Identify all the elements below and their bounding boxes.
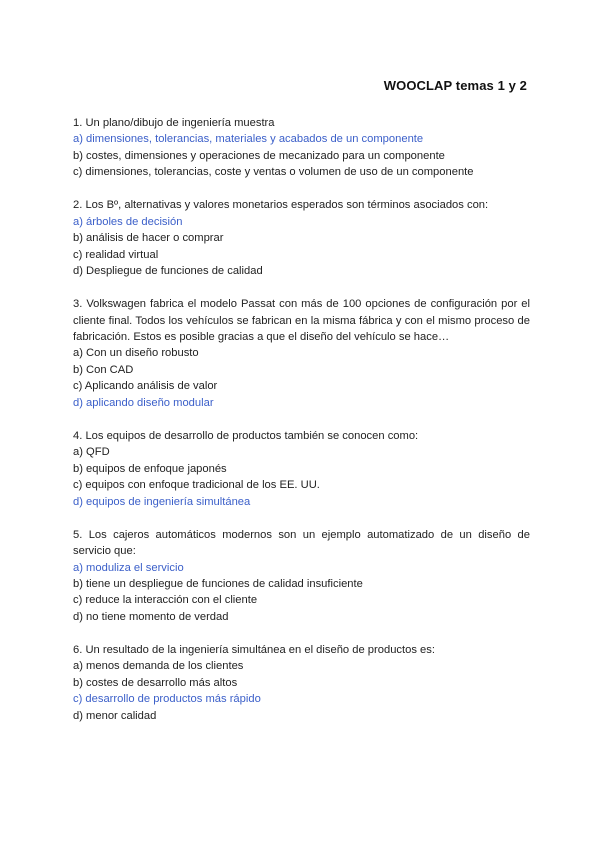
answer-option-correct: c) desarrollo de productos más rápido [73, 693, 261, 706]
answer-option: c) reduce la interacción con el cliente [73, 594, 258, 607]
answer-option-correct: d) aplicando diseño modular [73, 396, 214, 409]
answer-option: c) realidad virtual [73, 248, 159, 261]
answer-option: b) Con CAD [73, 363, 134, 376]
answer-option: b) costes de desarrollo más altos [73, 676, 238, 689]
question-block [73, 115, 530, 181]
answer-option: d) menor calidad [73, 709, 157, 722]
answer-option-correct: a) dimensiones, tolerancias, materiales y acabados de un componente [73, 133, 424, 146]
answer-option: b) tiene un despliegue de funciones de calidad insuficiente [73, 577, 363, 590]
document-title: WOOCLAP temas 1 y 2 [383, 78, 527, 93]
answer-option: d) no tiene momento de verdad [73, 610, 229, 623]
answer-option: c) dimensiones, tolerancias, coste y ventas o volumen de uso de un componente [73, 166, 474, 179]
answer-option-correct: d) equipos de ingeniería simultánea [73, 495, 251, 508]
answer-option-correct: a) árboles de decisión [73, 215, 183, 228]
question-block [73, 428, 530, 510]
question-block [73, 642, 530, 724]
answer-option: b) análisis de hacer o comprar [73, 232, 224, 245]
question-block [73, 197, 530, 279]
question-text: 6. Un resultado de la ingeniería simultánea en el diseño de productos es: [73, 643, 435, 656]
question-text: 1. Un plano/dibujo de ingeniería muestra [73, 117, 275, 129]
question-text: 3. Volkswagen fabrica el modelo Passat con más de 100 opciones de configuración por el cliente final. Todos los vehículos se fabrican en la misma fábrica y con el mismo proceso de fabricación. Estos es posible gracias a que el diseño del vehículo se hace… [73, 298, 530, 344]
answer-option: b) costes, dimensiones y operaciones de mecanizado para un componente [73, 149, 445, 162]
answer-option: d) Despliegue de funciones de calidad [73, 265, 263, 278]
question-block [73, 527, 530, 625]
answer-option-correct: a) moduliza el servicio [73, 561, 184, 574]
question-text: 5. Los cajeros automáticos modernos son un ejemplo automatizado de un diseño de servicio que: [73, 528, 530, 558]
answer-option: c) Aplicando análisis de valor [73, 380, 218, 393]
question-text: 2. Los Bº, alternativas y valores monetarios esperados son términos asociados con: [73, 199, 489, 212]
answer-option: b) equipos de enfoque japonés [73, 462, 227, 475]
answer-option: a) menos demanda de los clientes [73, 660, 244, 673]
answer-option: a) QFD [73, 446, 110, 459]
answer-option: a) Con un diseño robusto [73, 347, 199, 360]
answer-option: c) equipos con enfoque tradicional de los EE. UU. [73, 479, 320, 492]
question-block [73, 296, 530, 411]
questions-list [73, 115, 530, 741]
question-text: 4. Los equipos de desarrollo de productos también se conocen como: [73, 429, 419, 442]
